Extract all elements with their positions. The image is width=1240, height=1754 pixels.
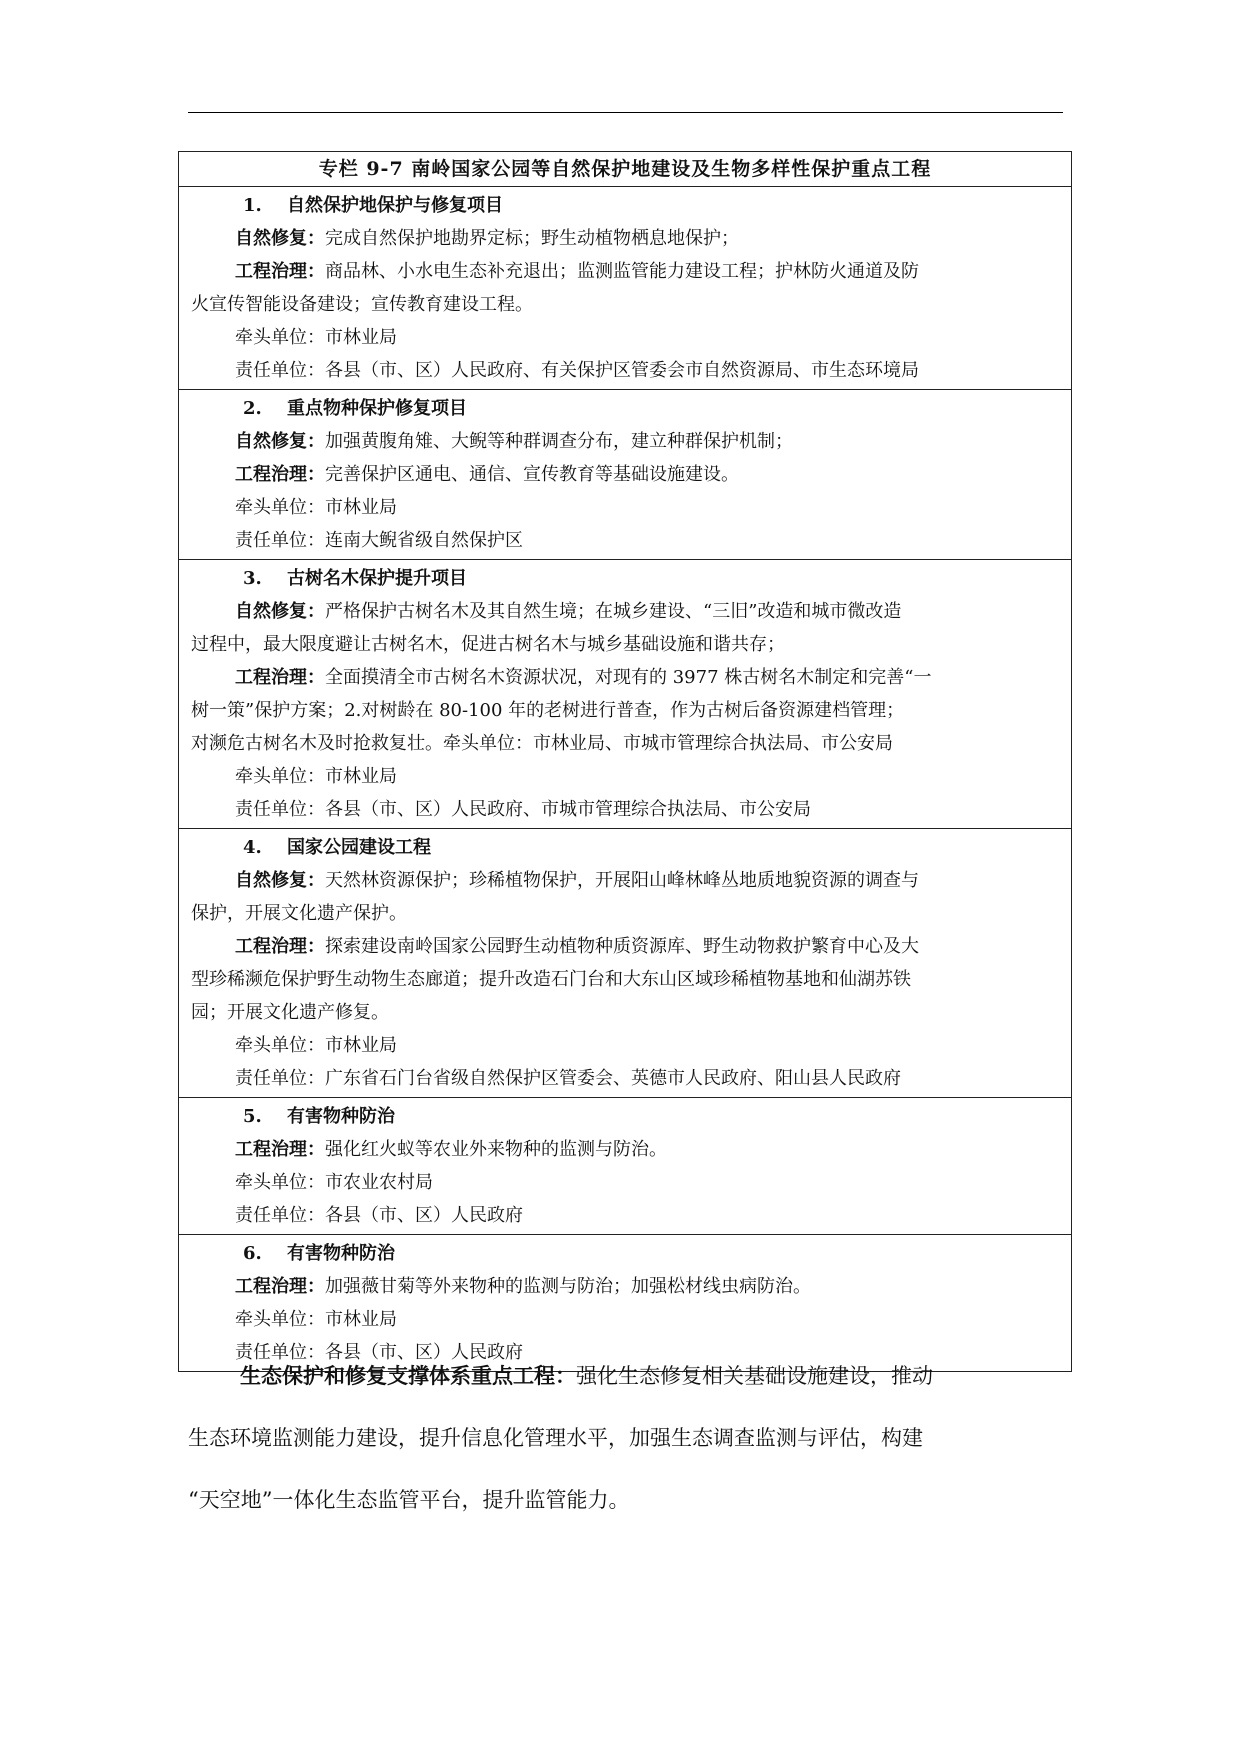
gongcheng-label: 工程治理： — [235, 464, 325, 485]
section-number: 5. — [243, 1106, 262, 1127]
body-paragraph-line-2: 生态环境监测能力建设，提升信息化管理水平，加强生态调查监测与评估，构建 — [188, 1426, 923, 1450]
section-title: 重点物种保护修复项目 — [287, 398, 467, 419]
section-heading — [191, 1237, 1059, 1270]
section-heading — [191, 562, 1059, 595]
lead-unit: 牵头单位：市林业局 — [235, 327, 397, 348]
gongcheng-text-cont: 对濒危古树名木及时抢救复壮。牵头单位：市林业局、市城市管理综合执法局、市公安局 — [191, 733, 893, 754]
gongcheng-text: 完善保护区通电、通信、宣传教育等基础设施建设。 — [325, 464, 739, 485]
section-heading — [191, 189, 1059, 222]
section-number: 1. — [243, 195, 262, 216]
section-1 — [179, 187, 1071, 390]
gongcheng-text: 加强薇甘菊等外来物种的监测与防治；加强松材线虫病防治。 — [325, 1276, 811, 1297]
gongcheng-line — [191, 1133, 1059, 1166]
gongcheng-label: 工程治理： — [235, 1276, 325, 1297]
column-box — [178, 151, 1072, 1372]
gongcheng-label: 工程治理： — [235, 667, 325, 688]
body-paragraph-line-1 — [188, 1360, 1063, 1390]
gongcheng-text-cont: 型珍稀濒危保护野生动物生态廊道；提升改造石门台和大东山区域珍稀植物基地和仙湖苏铁 — [191, 969, 911, 990]
section-heading — [191, 392, 1059, 425]
ziran-text: 加强黄腹角雉、大鲵等种群调查分布，建立种群保护机制； — [325, 431, 793, 452]
body-paragraph-text: 强化生态修复相关基础设施建设，推动 — [576, 1364, 933, 1388]
section-title: 国家公园建设工程 — [287, 837, 431, 858]
gongcheng-text: 强化红火蚁等农业外来物种的监测与防治。 — [325, 1139, 667, 1160]
gongcheng-line — [191, 255, 1059, 288]
section-3 — [179, 560, 1071, 829]
section-number: 4. — [243, 837, 262, 858]
ziran-label: 自然修复： — [235, 870, 325, 891]
section-6 — [179, 1235, 1071, 1371]
responsible-unit: 责任单位：各县（市、区）人民政府、市城市管理综合执法局、市公安局 — [235, 799, 811, 820]
ziran-text: 天然林资源保护；珍稀植物保护，开展阳山峰林峰丛地质地貌资源的调查与 — [325, 870, 919, 891]
ziran-line — [191, 425, 1059, 458]
ziran-text-cont: 过程中，最大限度避让古树名木，促进古树名木与城乡基础设施和谐共存； — [191, 634, 785, 655]
gongcheng-label: 工程治理： — [235, 261, 325, 282]
gongcheng-line — [191, 1270, 1059, 1303]
ziran-line — [191, 864, 1059, 897]
section-title: 自然保护地保护与修复项目 — [287, 195, 503, 216]
lead-unit: 牵头单位：市林业局 — [235, 1309, 397, 1330]
gongcheng-text: 商品林、小水电生态补充退出；监测监管能力建设工程；护林防火通道及防 — [325, 261, 919, 282]
lead-unit: 牵头单位：市林业局 — [235, 497, 397, 518]
responsible-unit: 责任单位：连南大鲵省级自然保护区 — [235, 530, 523, 551]
responsible-unit: 责任单位：各县（市、区）人民政府、有关保护区管委会市自然资源局、市生态环境局 — [235, 360, 919, 381]
gongcheng-text-cont: 火宣传智能设备建设；宣传教育建设工程。 — [191, 294, 533, 315]
responsible-unit: 责任单位：广东省石门台省级自然保护区管委会、英德市人民政府、阳山县人民政府 — [235, 1068, 901, 1089]
ziran-label: 自然修复： — [235, 431, 325, 452]
ziran-label: 自然修复： — [235, 601, 325, 622]
lead-unit: 牵头单位：市林业局 — [235, 766, 397, 787]
section-number: 6. — [243, 1243, 262, 1264]
gongcheng-text-cont: 园；开展文化遗产修复。 — [191, 1002, 389, 1023]
ziran-text: 完成自然保护地勘界定标；野生动植物栖息地保护； — [325, 228, 739, 249]
ziran-text: 严格保护古树名木及其自然生境；在城乡建设、“三旧”改造和城市微改造 — [325, 601, 902, 622]
gongcheng-text: 探索建设南岭国家公园野生动植物种质资源库、野生动物救护繁育中心及大 — [325, 936, 919, 957]
section-title: 古树名木保护提升项目 — [287, 568, 467, 589]
gongcheng-label: 工程治理： — [235, 1139, 325, 1160]
responsible-unit: 责任单位：各县（市、区）人民政府 — [235, 1342, 523, 1363]
ziran-text-cont: 保护，开展文化遗产保护。 — [191, 903, 407, 924]
ziran-label: 自然修复： — [235, 228, 325, 249]
gongcheng-line — [191, 930, 1059, 963]
body-paragraph-line-3: “天空地”一体化生态监管平台，提升监管能力。 — [188, 1488, 630, 1512]
ziran-line — [191, 595, 1059, 628]
lead-unit: 牵头单位：市农业农村局 — [235, 1172, 433, 1193]
section-number: 2. — [243, 398, 262, 419]
section-heading — [191, 1100, 1059, 1133]
gongcheng-text-cont: 树一策”保护方案；2.对树龄在 80-100 年的老树进行普查，作为古树后备资源建档管理； — [191, 700, 905, 721]
section-title: 有害物种防治 — [287, 1243, 395, 1264]
gongcheng-line — [191, 458, 1059, 491]
section-2 — [179, 390, 1071, 560]
header-rule — [188, 112, 1063, 113]
section-heading — [191, 831, 1059, 864]
section-4 — [179, 829, 1071, 1098]
lead-unit: 牵头单位：市林业局 — [235, 1035, 397, 1056]
section-5 — [179, 1098, 1071, 1235]
section-number: 3. — [243, 568, 262, 589]
section-title: 有害物种防治 — [287, 1106, 395, 1127]
gongcheng-line — [191, 661, 1059, 694]
ziran-line — [191, 222, 1059, 255]
box-title: 专栏 9-7 南岭国家公园等自然保护地建设及生物多样性保护重点工程 — [179, 152, 1071, 187]
responsible-unit: 责任单位：各县（市、区）人民政府 — [235, 1205, 523, 1226]
gongcheng-text: 全面摸清全市古树名木资源状况，对现有的 3977 株古树名木制定和完善“一 — [325, 667, 932, 688]
gongcheng-label: 工程治理： — [235, 936, 325, 957]
body-paragraph-label: 生态保护和修复支撑体系重点工程： — [240, 1363, 576, 1388]
